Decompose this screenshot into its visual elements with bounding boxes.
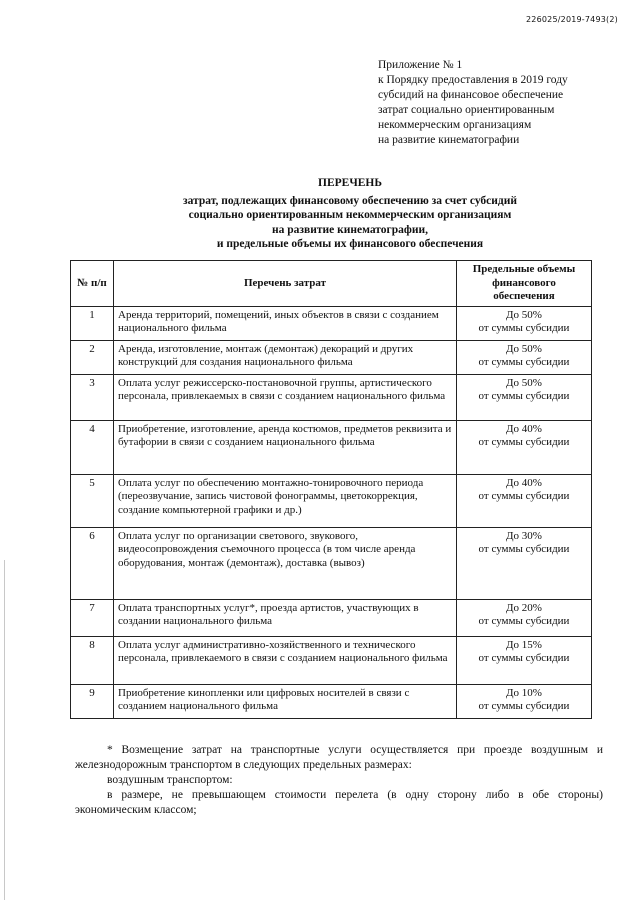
table-row (71, 420, 592, 474)
title-line: на развитие кинематографии, (272, 223, 428, 236)
row-limit (457, 684, 592, 718)
limit-value: До 20% (506, 601, 542, 614)
header-number: № п/п (71, 261, 114, 307)
row-limit (457, 527, 592, 599)
header-description: Перечень затрат (114, 261, 457, 307)
row-description: Аренда, изготовление, монтаж (демонтаж) декораций и других конструкций для создания национального фильма (114, 340, 457, 374)
limit-note: от суммы субсидии (478, 652, 570, 664)
table-row (71, 636, 592, 684)
title-line: затрат, подлежащих финансовому обеспечению за счет субсидий (183, 194, 517, 207)
table-row (71, 527, 592, 599)
costs-table (70, 260, 592, 719)
row-limit (457, 306, 592, 340)
limit-note: от суммы субсидии (478, 322, 570, 334)
limit-value: До 40% (506, 422, 542, 435)
limit-note: от суммы субсидии (478, 615, 570, 627)
row-number: 7 (71, 599, 114, 636)
limit-value: До 50% (506, 376, 542, 389)
row-number: 6 (71, 527, 114, 599)
table-row (71, 306, 592, 340)
title-line: социально ориентированным некоммерческим организациям (188, 209, 512, 221)
row-number: 4 (71, 420, 114, 474)
row-limit (457, 340, 592, 374)
limit-note: от суммы субсидии (478, 543, 570, 555)
table-row (71, 374, 592, 420)
row-number: 3 (71, 374, 114, 420)
row-number: 2 (71, 340, 114, 374)
row-description: Приобретение, изготовление, аренда костюмов, предметов реквизита и бутафории в связи с созданием национального фильма (114, 420, 457, 474)
appendix-line: к Порядку предоставления в 2019 году (378, 74, 568, 86)
limit-note: от суммы субсидии (478, 700, 570, 712)
row-limit (457, 474, 592, 527)
limit-value: До 15% (506, 638, 542, 651)
limit-value: До 30% (506, 529, 542, 542)
table-row (71, 340, 592, 374)
footnote-paragraph: в размере, не превышающем стоимости перелета (в одну сторону либо в обе стороны) экономическим классом; (75, 789, 603, 816)
title-line: и предельные объемы их финансового обеспечения (216, 238, 484, 250)
row-number: 5 (71, 474, 114, 527)
title-heading: ПЕРЕЧЕНЬ (318, 177, 382, 189)
row-description: Оплата услуг административно-хозяйственного и технического персонала, привлекаемого в связи с созданием национального фильма (114, 636, 457, 684)
appendix-line: затрат социально ориентированным (378, 104, 555, 116)
row-limit (457, 636, 592, 684)
table-row (71, 599, 592, 636)
limit-value: До 10% (506, 686, 542, 699)
limit-value: До 40% (506, 476, 542, 489)
row-number: 9 (71, 684, 114, 718)
table-header-row (71, 261, 592, 307)
footnote-block (75, 743, 603, 818)
row-limit (457, 599, 592, 636)
header-limit: Предельные объемы финансового обеспечения (457, 261, 592, 307)
row-description: Оплата услуг по организации светового, звукового, видеосопровождения съемочного процесса (в том числе аренда оборудования, монтаж (демонтаж), доставка (вывоз) (114, 527, 457, 599)
row-description: Оплата услуг режиссерско-постановочной группы, артистического персонала, привлекаемых в связи с созданием национального фильма (114, 374, 457, 420)
footnote-paragraph: воздушным транспортом: (107, 774, 233, 786)
row-description: Аренда территорий, помещений, иных объектов в связи с созданием национального фильма (114, 306, 457, 340)
appendix-line: субсидий на финансовое обеспечение (378, 89, 564, 101)
document-title (60, 176, 640, 252)
limit-value: До 50% (506, 342, 542, 355)
table-row (71, 474, 592, 527)
limit-note: от суммы субсидии (478, 490, 570, 502)
document-number: 226025/2019-7493(2) (526, 15, 618, 24)
limit-note: от суммы субсидии (478, 390, 570, 402)
scan-artifact-line (4, 560, 5, 900)
table-row (71, 684, 592, 718)
row-number: 8 (71, 636, 114, 684)
appendix-line: некоммерческим организациям (378, 119, 532, 131)
appendix-block (378, 58, 618, 148)
limit-note: от суммы субсидии (478, 436, 570, 448)
limit-note: от суммы субсидии (478, 356, 570, 368)
appendix-line: Приложение № 1 (378, 59, 463, 71)
row-description: Оплата услуг по обеспечению монтажно-тонировочного периода (переозвучание, запись чистовой фонограммы, цветокоррекция, создание компьютерной графики и др.) (114, 474, 457, 527)
row-limit (457, 374, 592, 420)
row-number: 1 (71, 306, 114, 340)
limit-value: До 50% (506, 308, 542, 321)
footnote-paragraph: * Возмещение затрат на транспортные услуги осуществляется при проезде воздушным и железнодорожным транспортом в следующих предельных размерах: (75, 744, 603, 771)
row-description: Приобретение кинопленки или цифровых носителей в связи с созданием национального фильма (114, 684, 457, 718)
row-limit (457, 420, 592, 474)
appendix-line: на развитие кинематографии (378, 134, 520, 146)
row-description: Оплата транспортных услуг*, проезда артистов, участвующих в создании национального фильма (114, 599, 457, 636)
